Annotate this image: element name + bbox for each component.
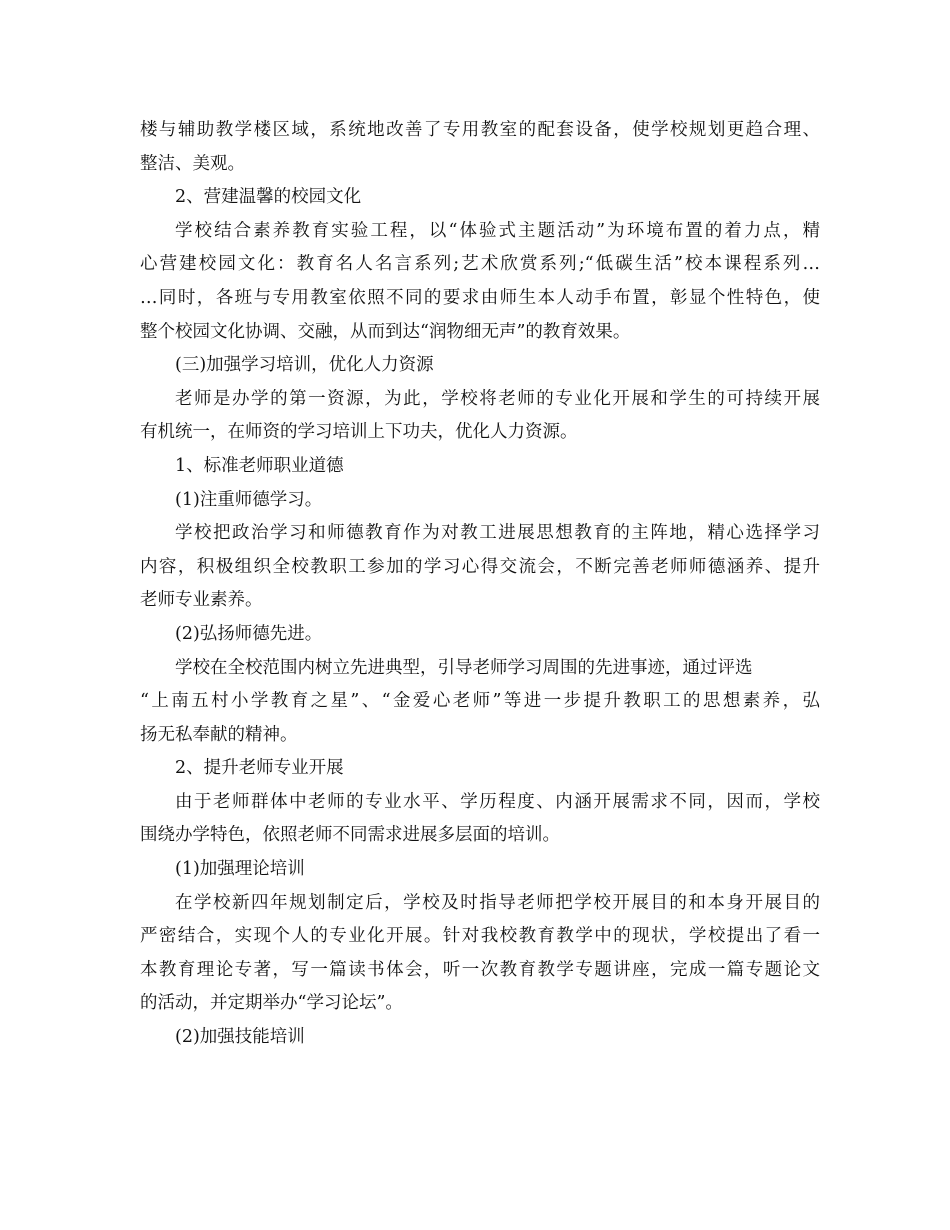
paragraph-line: 整洁、美观。 [140,153,245,174]
paragraph-first-line: 学校在全校范围内树立先进典型，引导老师学习周围的先进事迹，通过评选 [175,657,753,678]
paragraph-line: 有机统一，在师资的学习培训上下功夫，优化人力资源。 [140,422,578,443]
paragraph-first-line: (2)弘扬师德先进。 [175,623,323,644]
paragraph-first-line: (2)加强技能培训 [175,1027,305,1048]
paragraph-line: 围绕办学特色，依照老师不同需求进展多层面的培训。 [140,825,560,846]
paragraph-line: “上南五村小学教育之星”、“金爱心老师”等进一步提升教职工的思想素养，弘 [140,691,820,712]
paragraph-first-line: (三)加强学习培训，优化人力资源 [175,355,434,376]
paragraph-line: 本教育理论专著，写一篇读书体会，听一次教育教学专题讲座，完成一篇专题论文 [140,959,820,980]
paragraph-first-line: (1)加强理论培训 [175,859,305,880]
paragraph-line: 扬无私奉献的精神。 [140,724,298,745]
paragraph-line: 楼与辅助教学楼区域，系统地改善了专用教室的配套设备，使学校规划更趋合理、 [140,120,820,140]
paragraph-first-line: 老师是办学的第一资源，为此，学校将老师的专业化开展和学生的可持续开展 [175,388,820,409]
paragraph-line: 心营建校园文化：教育名人名言系列;艺术欣赏系列;“低碳生活”校本课程系列… [140,254,820,275]
paragraph-first-line: 2、营建温馨的校园文化 [175,187,362,208]
paragraph-line: 整个校园文化协调、交融，从而到达“润物细无声”的教育效果。 [140,321,631,342]
paragraph-first-line: 由于老师群体中老师的专业水平、学历程度、内涵开展需求不同，因而，学校 [175,791,820,812]
paragraph-first-line: (1)注重师德学习。 [175,489,323,510]
paragraph-first-line: 1、标准老师职业道德 [175,455,344,476]
paragraph-first-line: 学校把政治学习和师德教育作为对教工进展思想教育的主阵地，精心选择学习 [175,523,820,544]
paragraph-first-line: 学校结合素养教育实验工程，以“体验式主题活动”为环境布置的着力点，精 [175,220,820,241]
document-body [140,114,820,1055]
paragraph-line: 严密结合，实现个人的专业化开展。针对我校教育教学中的现状，学校提出了看一 [140,926,820,947]
paragraph-first-line: 2、提升老师专业开展 [175,758,344,779]
paragraph-line: 内容，积极组织全校教职工参加的学习心得交流会，不断完善老师师德涵养、提升 [140,556,820,577]
paragraph-line: 老师专业素养。 [140,590,263,611]
paragraph-line: 的活动，并定期举办“学习论坛”。 [140,993,403,1014]
paragraph-first-line: 在学校新四年规划制定后，学校及时指导老师把学校开展目的和本身开展目的 [175,892,820,913]
paragraph-line: …同时，各班与专用教室依照不同的要求由师生本人动手布置，彰显个性特色，使 [140,287,820,308]
